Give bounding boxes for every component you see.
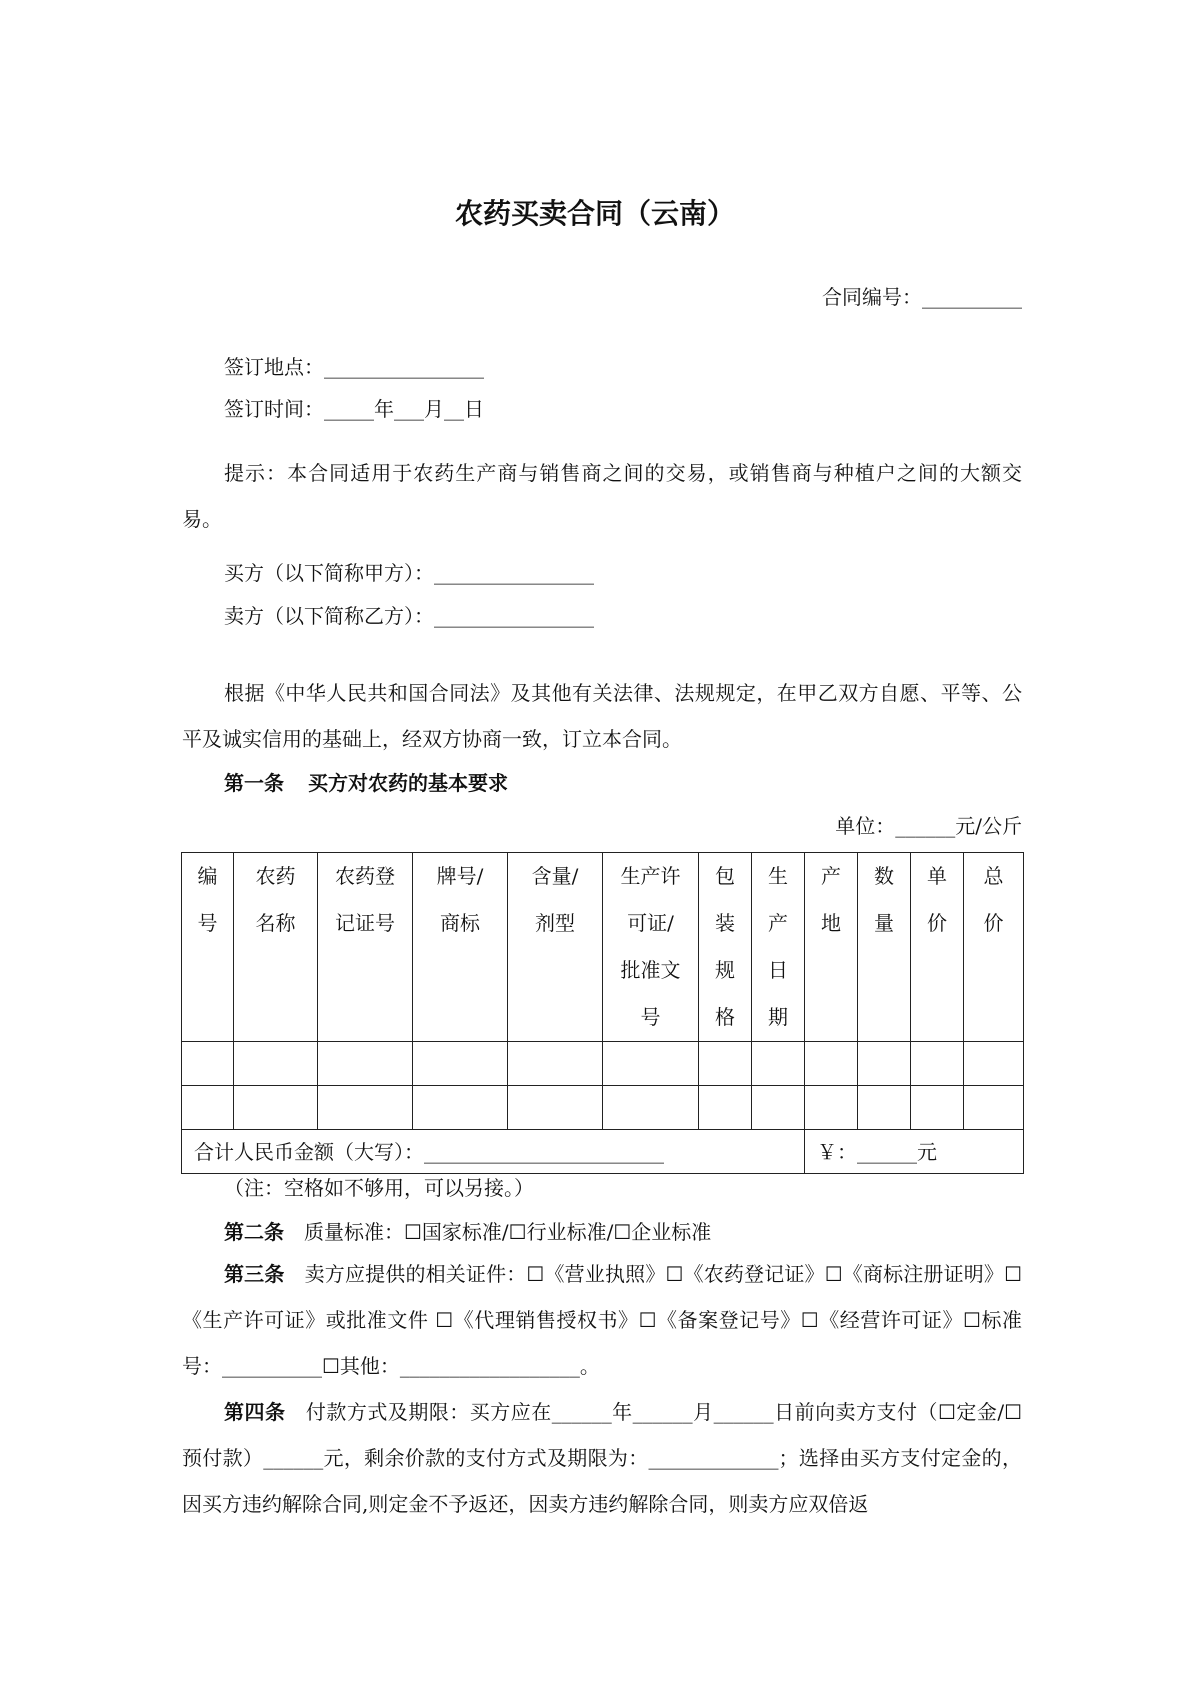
header-cell-package: 包 装 规 格 <box>699 853 752 1042</box>
article4-number: 第四条 <box>224 1400 286 1424</box>
table-cell[interactable] <box>858 1086 911 1130</box>
table-cell[interactable] <box>805 1086 858 1130</box>
header-cell-production-date: 生 产 日 期 <box>752 853 805 1042</box>
article1-number: 第一条 <box>224 771 284 795</box>
buyer-line: 买方（以下简称甲方）：________________ <box>224 561 594 585</box>
table-cell[interactable] <box>318 1042 413 1086</box>
table-cell[interactable] <box>964 1042 1024 1086</box>
header-cell-origin: 产 地 <box>805 853 858 1042</box>
article3-number: 第三条 <box>224 1262 285 1286</box>
article4-text: 付款方式及期限：买方应在______年______月______日前向卖方支付（☐定金/☐预付款）______元，剩余价款的支付方式及期限为：_____________；选择由买方支付定金的，因买方违约解除合同,则定金不予返还，因卖方违约解除合同，则卖方应双倍返 <box>182 1400 1022 1516</box>
pesticide-table <box>181 852 1024 1174</box>
header-cell-content: 含量/ 剂型 <box>508 853 603 1042</box>
table-cell[interactable] <box>234 1086 318 1130</box>
seller-line: 卖方（以下简称乙方）：________________ <box>224 604 594 628</box>
article2-text: 质量标准：☐国家标准/☐行业标准/☐企业标准 <box>304 1220 712 1244</box>
table-cell[interactable] <box>911 1042 964 1086</box>
signing-time: 签订时间：_____年___月__日 <box>224 397 484 421</box>
tip-paragraph: 提示：本合同适用于农药生产商与销售商之间的交易，或销售商与种植户之间的大额交易。 <box>182 461 1022 531</box>
table-cell[interactable] <box>752 1086 805 1130</box>
contract-number: 合同编号：__________ <box>822 285 1022 309</box>
table-cell[interactable] <box>234 1042 318 1086</box>
total-amount-yuan[interactable]: ￥：______元 <box>805 1130 1024 1174</box>
table-cell[interactable] <box>508 1086 603 1130</box>
table-cell[interactable] <box>413 1086 508 1130</box>
header-cell-serial: 编 号 <box>182 853 234 1042</box>
table-row <box>182 1086 1024 1130</box>
table-cell[interactable] <box>752 1042 805 1086</box>
article1-title: 买方对农药的基本要求 <box>308 771 508 795</box>
table-note: （注：空格如不够用，可以另接。） <box>224 1176 534 1200</box>
header-cell-name: 农药 名称 <box>234 853 318 1042</box>
article2 <box>224 1219 711 1245</box>
table-cell[interactable] <box>182 1086 234 1130</box>
table-cell[interactable] <box>603 1086 699 1130</box>
header-cell-brand: 牌号/ 商标 <box>413 853 508 1042</box>
header-cell-quantity: 数 量 <box>858 853 911 1042</box>
header-cell-license: 生产许 可证/ 批准文 号 <box>603 853 699 1042</box>
table-cell[interactable] <box>413 1042 508 1086</box>
table-cell[interactable] <box>964 1086 1024 1130</box>
table-cell[interactable] <box>318 1086 413 1130</box>
total-amount-words[interactable]: 合计人民币金额（大写）：________________________ <box>182 1130 805 1174</box>
table-cell[interactable] <box>508 1042 603 1086</box>
table-cell[interactable] <box>911 1086 964 1130</box>
table-cell[interactable] <box>699 1086 752 1130</box>
article1-heading <box>224 770 508 796</box>
unit-label: 单位：______元/公斤 <box>835 814 1022 838</box>
table-cell[interactable] <box>182 1042 234 1086</box>
header-cell-unit-price: 单 价 <box>911 853 964 1042</box>
table-header-row <box>182 853 1024 1042</box>
table-cell[interactable] <box>805 1042 858 1086</box>
preamble-paragraph: 根据《中华人民共和国合同法》及其他有关法律、法规规定，在甲乙双方自愿、平等、公平及诚实信用的基础上，经双方协商一致，订立本合同。 <box>182 681 1022 751</box>
article2-number: 第二条 <box>224 1220 284 1244</box>
article4-paragraph <box>182 1389 1022 1527</box>
table-total-row <box>182 1130 1024 1174</box>
table-cell[interactable] <box>603 1042 699 1086</box>
article3-text: 卖方应提供的相关证件：☐《营业执照》☐《农药登记证》☐《商标注册证明》☐《生产许可证》或批准文件 ☐《代理销售授权书》☐《备案登记号》☐《经营许可证》☐标准号：__________☐其他：__________________。 <box>182 1262 1023 1378</box>
signing-place: 签订地点：________________ <box>224 355 484 379</box>
header-cell-registration: 农药登 记证号 <box>318 853 413 1042</box>
header-cell-total-price: 总 价 <box>964 853 1024 1042</box>
table-row <box>182 1042 1024 1086</box>
document-title: 农药买卖合同（云南） <box>454 197 735 230</box>
table-cell[interactable] <box>699 1042 752 1086</box>
table-cell[interactable] <box>858 1042 911 1086</box>
article3-paragraph <box>182 1251 1022 1389</box>
